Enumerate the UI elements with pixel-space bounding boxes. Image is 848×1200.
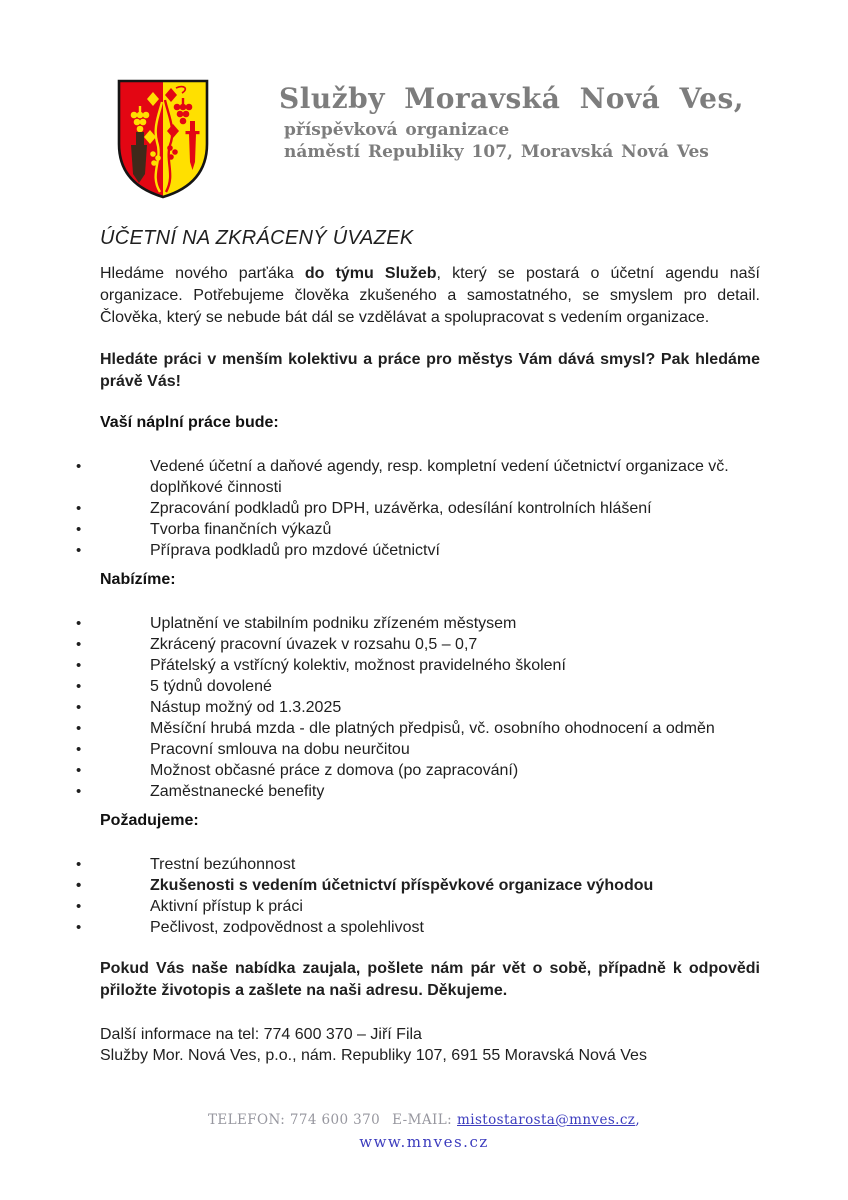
list-item: • Nástup možný od 1.3.2025 [76,698,342,716]
contact-address-line: Služby Mor. Nová Ves, p.o., nám. Republiky 107, 691 55 Moravská Nová Ves [100,1047,647,1065]
bullet-icon: • [76,719,82,737]
intro-text-pre: Hledáme nového parťáka [100,265,305,282]
bullet-icon: • [76,855,82,873]
bullet-icon: • [76,541,82,559]
list-item: • Příprava podkladů pro mzdové účetnictví [76,541,440,559]
closing-paragraph: Pokud Vás naše nabídka zaujala, pošlete nám pár vět o sobě, případně k odpovědi přiložte životopis a zašlete na naši adresu. Děkujeme. [100,959,760,999]
intro-text-post: , který se postará o účetní agendu naší organizace. Potřebujeme člověka zkušeného a samostatného, se smyslem pro detail. Člověka, který se nebude bát dál se vzdělávat a spolupracovat s vedením organizace. [100,265,760,326]
footer-website-line [0,1133,848,1151]
email-link[interactable]: mistostarosta@mnves.cz [457,1112,636,1128]
list-item: • Pečlivost, zodpovědnost a spolehlivost [76,918,424,936]
list-item: • Zkušenosti s vedením účetnictví příspěvkové organizace výhodou [76,876,654,894]
section-heading-duties: Vaší náplní práce bude: [100,413,279,431]
footer-phone-label: TELEFON: 774 600 370 [207,1112,381,1128]
bullet-icon: • [76,520,82,538]
bullet-icon: • [76,698,82,716]
pitch-paragraph: Hledáte práci v menším kolektivu a práce pro městys Vám dává smysl? Pak hledáme právě Vás! [100,351,760,391]
list-item: • Zaměstnanecké benefity [76,782,325,800]
footer-contact-line [0,1112,848,1129]
bullet-icon: • [76,656,82,674]
list-item: • Uplatnění ve stabilním podniku zřízeném městysem [76,614,517,632]
org-address: náměstí Republiky 107, Moravská Nová Ves [284,142,709,162]
list-item: • Zkrácený pracovní úvazek v rozsahu 0,5 – 0,7 [76,635,478,653]
website-link[interactable]: www.mnves.cz [359,1133,489,1151]
list-item: • Trestní bezúhonnost [76,855,296,873]
bullet-icon: • [76,635,82,653]
bullet-icon: • [76,897,82,915]
requirements-list [76,854,760,938]
footer-email-suffix: , [635,1112,641,1128]
bullet-icon: • [76,457,82,475]
bullet-icon: • [76,918,82,936]
document-body [76,227,760,1067]
bullet-icon: • [76,677,82,695]
list-item: • Měsíční hrubá mzda - dle platných předpisů, vč. osobního ohodnocení a odměn [76,719,715,737]
section-heading-offer: Nabízíme: [100,570,176,588]
letterhead [113,76,744,202]
footer-email-label: E-MAIL: [392,1112,453,1128]
job-title: ÚČETNÍ NA ZKRÁCENÝ ÚVAZEK [100,227,414,249]
org-identity [279,82,744,163]
bullet-icon: • [76,876,82,894]
page-footer [0,1112,848,1151]
list-item: • Aktivní přístup k práci [76,897,303,915]
list-item: • Zpracování podkladů pro DPH, uzávěrka, odesílání kontrolních hlášení [76,499,652,517]
bullet-icon: • [76,614,82,632]
coat-of-arms-logo [113,76,213,202]
bullet-icon: • [76,782,82,800]
section-heading-requirements: Požadujeme: [100,811,199,829]
list-item: • Vedené účetní a daňové agendy, resp. kompletní vedení účetnictví organizace vč. doplňkové činnosti [76,457,729,496]
list-item: • 5 týdnů dovolené [76,677,272,695]
intro-text-bold: do týmu Služeb [304,265,437,282]
duties-list [76,456,760,561]
offer-list [76,613,760,802]
bullet-icon: • [76,761,82,779]
bullet-icon: • [76,499,82,517]
org-name: Služby Moravská Nová Ves, [279,82,745,115]
list-item: • Možnost občasné práce z domova (po zapracování) [76,761,519,779]
contact-phone-line: Další informace na tel: 774 600 370 – Jiří Fila [100,1025,422,1043]
intro-paragraph [100,263,760,328]
list-item: • Tvorba finančních výkazů [76,520,332,538]
org-type: příspěvková organizace [284,120,510,140]
list-item: • Pracovní smlouva na dobu neurčitou [76,740,410,758]
bullet-icon: • [76,740,82,758]
list-item: • Přátelský a vstřícný kolektiv, možnost pravidelného školení [76,656,566,674]
